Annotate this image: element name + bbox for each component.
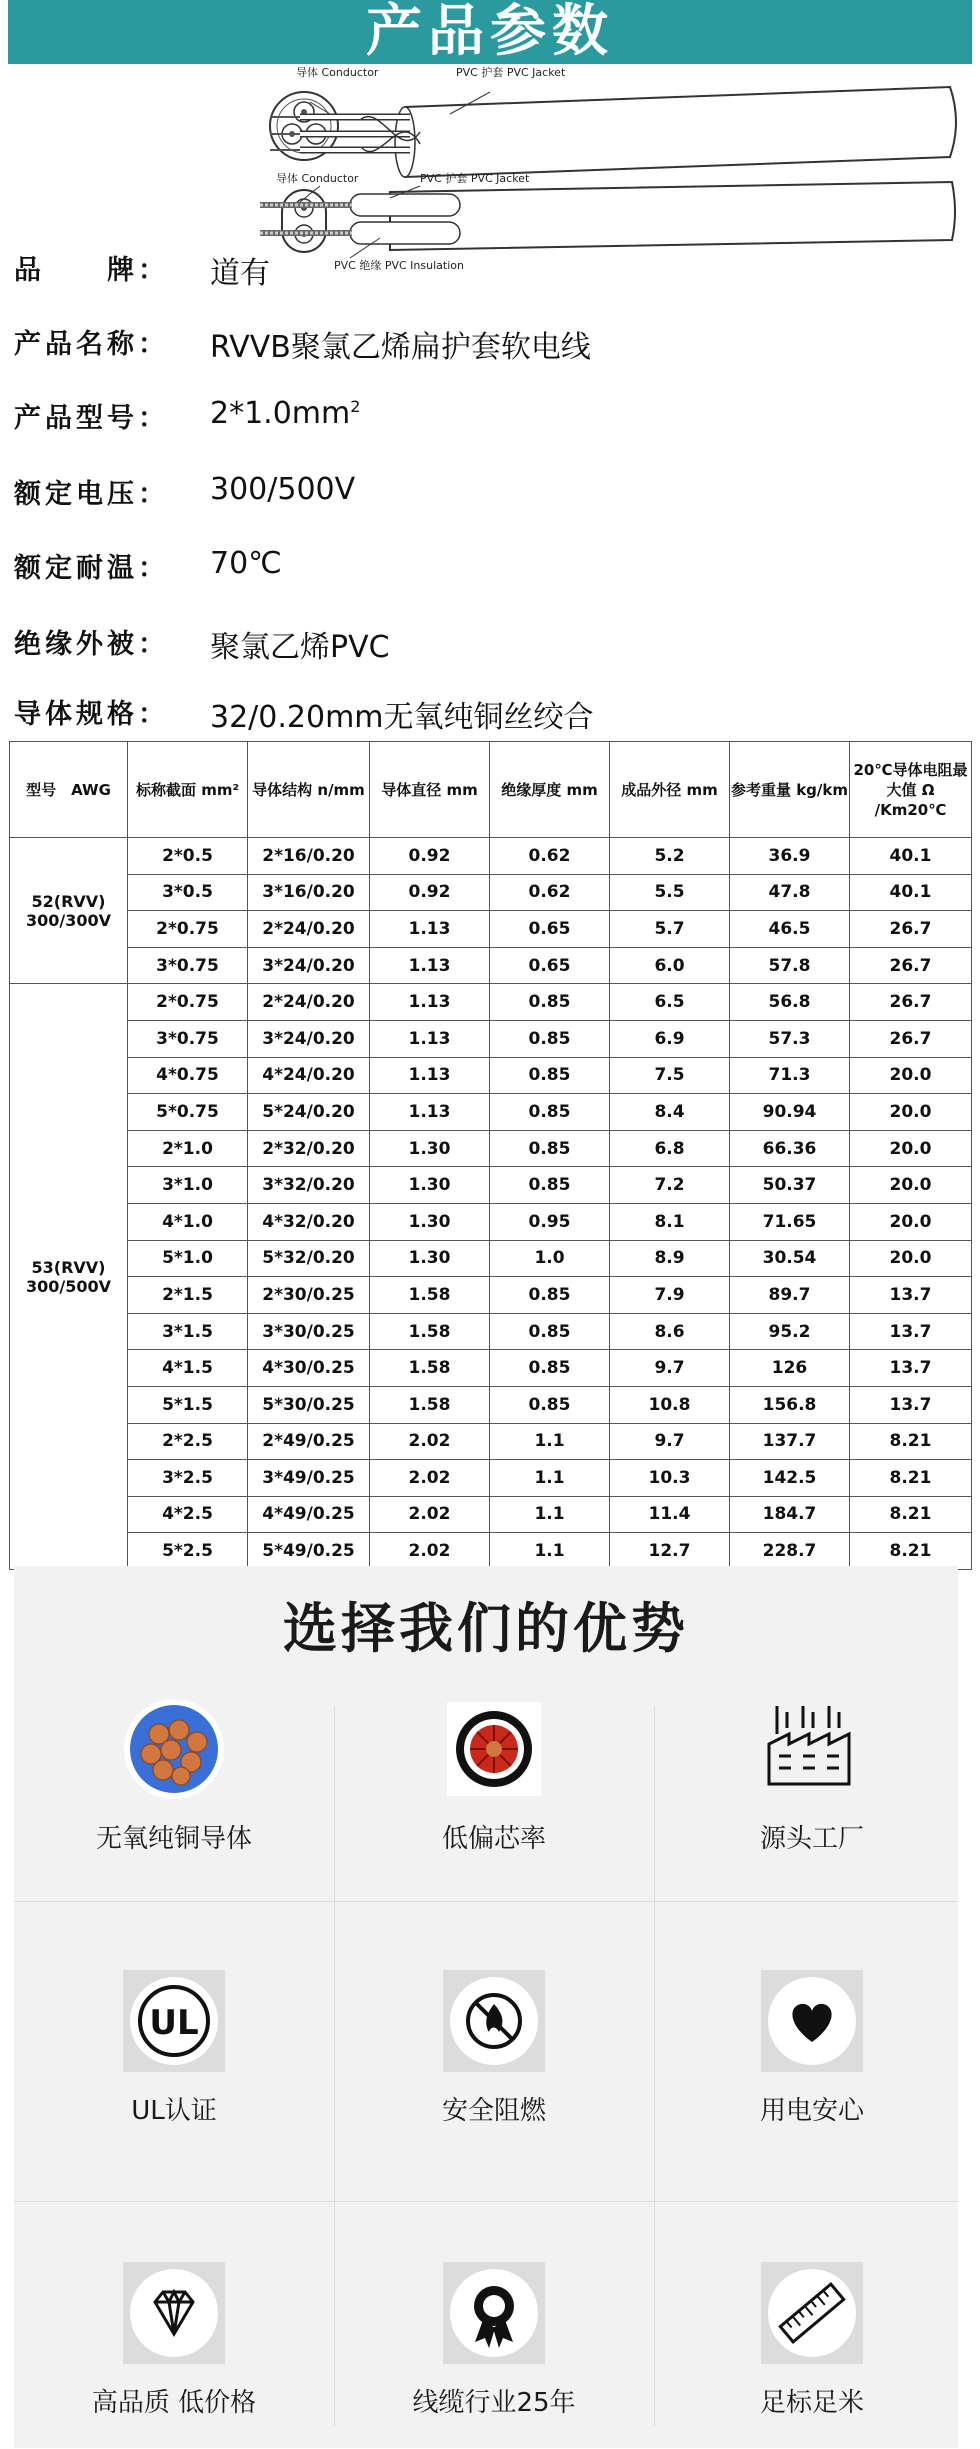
table-cell: 5*32/0.20 [248,1240,370,1277]
table-cell: 2*0.75 [128,984,248,1021]
table-cell: 4*24/0.20 [248,1057,370,1094]
table-row [10,1533,972,1570]
feature-low-eccentricity [344,1694,644,1855]
spec-brand [14,242,964,291]
feature-25-years [344,2258,644,2419]
table-cell: 7.9 [610,1277,730,1314]
table-cell: 0.85 [490,1350,610,1387]
feature-label: 安全阻燃 [441,2096,546,2126]
no-fire-icon [439,1966,549,2076]
table-cell: 20.0 [850,1130,972,1167]
table-cell: 4*0.75 [128,1057,248,1094]
feature-copper [24,1694,324,1855]
table-cell: 4*30/0.25 [248,1350,370,1387]
table-cell: 2.02 [370,1533,490,1570]
spec-value: 道有 [210,256,270,291]
table-cell: 5*1.5 [128,1386,248,1423]
divider [14,2201,958,2202]
table-cell: 1.58 [370,1313,490,1350]
table-cell: 7.5 [610,1057,730,1094]
feature-flame-retardant [344,1966,644,2127]
table-cell: 2.02 [370,1496,490,1533]
table-cell: 5*1.0 [128,1240,248,1277]
table-cell: 13.7 [850,1313,972,1350]
table-row [10,1020,972,1057]
table-cell: 26.7 [850,911,972,948]
header-cell: 20℃导体电阻最大值 Ω /Km20℃ [850,742,972,838]
spec-product-name [14,316,964,365]
table-row [10,1240,972,1277]
table-cell: 0.85 [490,984,610,1021]
table-cell: 90.94 [730,1094,850,1131]
table-cell: 13.7 [850,1386,972,1423]
table-cell: 1.1 [490,1496,610,1533]
factory-icon [757,1694,867,1804]
table-cell: 8.6 [610,1313,730,1350]
ruler-icon [757,2258,867,2368]
table-cell: 40.1 [850,838,972,875]
page-title: 产品参数 [366,0,614,64]
table-cell: 26.7 [850,1020,972,1057]
table-cell: 2.02 [370,1460,490,1497]
table-cell: 2*16/0.20 [248,838,370,875]
table-cell: 1.13 [370,1020,490,1057]
table-row [10,874,972,911]
spec-value: 聚氯乙烯PVC [210,630,390,665]
spec-voltage [14,466,964,510]
spec-insulation [14,616,964,665]
table-cell: 3*24/0.20 [248,1020,370,1057]
table-row [10,1057,972,1094]
table-cell: 7.2 [610,1167,730,1204]
table-cell: 0.85 [490,1057,610,1094]
table-cell: 1.1 [490,1533,610,1570]
feature-label: 源头工厂 [759,1824,864,1854]
table-cell: 8.21 [850,1423,972,1460]
table-cell: 26.7 [850,947,972,984]
table-cell: 3*30/0.25 [248,1313,370,1350]
table-cell: 0.85 [490,1277,610,1314]
table-cell: 4*32/0.20 [248,1203,370,1240]
table-cell: 2*32/0.20 [248,1130,370,1167]
table-cell: 1.30 [370,1167,490,1204]
table-cell: 20.0 [850,1203,972,1240]
table-cell: 1.13 [370,1057,490,1094]
spec-model [14,390,964,434]
table-cell: 1.13 [370,947,490,984]
table-cell: 1.30 [370,1240,490,1277]
group-cell: 52(RVV) 300/300V [10,838,128,984]
table-cell: 89.7 [730,1277,850,1314]
table-row [10,947,972,984]
feature-safe [662,1966,962,2127]
feature-label: UL认证 [131,2096,217,2126]
table-cell: 3*49/0.25 [248,1460,370,1497]
table-cell: 56.8 [730,984,850,1021]
table-cell: 50.37 [730,1167,850,1204]
table-cell: 0.65 [490,911,610,948]
spec-label: 导体规格： [14,699,169,730]
table-cell: 12.7 [610,1533,730,1570]
table-cell: 5*0.75 [128,1094,248,1131]
spec-temperature [14,540,964,584]
table-cell: 1.58 [370,1386,490,1423]
table-cell: 5*30/0.25 [248,1386,370,1423]
table-cell: 13.7 [850,1277,972,1314]
table-cell: 8.21 [850,1460,972,1497]
table-row [10,1313,972,1350]
table-cell: 8.21 [850,1533,972,1570]
table-cell: 20.0 [850,1057,972,1094]
diamond-icon [119,2258,229,2368]
table-cell: 10.8 [610,1386,730,1423]
ul-certification-icon [119,1966,229,2076]
round-cable-side-view [270,65,956,177]
table-cell: 95.2 [730,1313,850,1350]
table-cell: 8.9 [610,1240,730,1277]
spec-label: 额定耐温： [14,553,169,584]
feature-factory [662,1694,962,1855]
table-cell: 184.7 [730,1496,850,1533]
feature-label: 高品质 低价格 [91,2388,257,2418]
caption-conductor-top: 导体 Conductor [296,66,379,79]
table-cell: 142.5 [730,1460,850,1497]
feature-label: 线缆行业25年 [412,2388,576,2418]
table-cell: 20.0 [850,1094,972,1131]
spec-value-text: 2*1.0mm [210,396,351,431]
table-row [10,838,972,875]
table-cell: 2*24/0.20 [248,984,370,1021]
table-cell: 3*24/0.20 [248,947,370,984]
table-cell: 71.3 [730,1057,850,1094]
table-cell: 71.65 [730,1203,850,1240]
award-ribbon-icon [439,2258,549,2368]
table-row [10,1350,972,1387]
table-cell: 9.7 [610,1350,730,1387]
table-cell: 0.85 [490,1130,610,1167]
table-cell: 8.21 [850,1496,972,1533]
table-cell: 1.30 [370,1130,490,1167]
table-cell: 6.9 [610,1020,730,1057]
table-cell: 3*2.5 [128,1460,248,1497]
spec-value: 70℃ [210,546,282,581]
feature-label: 用电安心 [759,2096,864,2126]
table-cell: 9.7 [610,1423,730,1460]
feature-label: 无氧纯铜导体 [95,1824,252,1854]
table-cell: 0.92 [370,838,490,875]
table-cell: 0.85 [490,1167,610,1204]
spec-value: 300/500V [210,472,356,507]
table-cell: 1.1 [490,1423,610,1460]
feature-label: 低偏芯率 [441,1824,546,1854]
table-cell: 2*0.5 [128,838,248,875]
table-cell: 0.85 [490,1094,610,1131]
header-cell: 成品外径 mm [610,742,730,838]
caption-conductor-bottom: 导体 Conductor [276,172,359,185]
table-cell: 126 [730,1350,850,1387]
spec-label: 绝缘外被： [14,629,169,660]
header-cell: 导体直径 mm [370,742,490,838]
feature-ul [24,1966,324,2127]
table-cell: 6.5 [610,984,730,1021]
table-cell: 1.13 [370,984,490,1021]
table-cell: 1.1 [490,1460,610,1497]
header-cell: 绝缘厚度 mm [490,742,610,838]
table-cell: 5.7 [610,911,730,948]
header-cell: 标称截面 mm² [128,742,248,838]
table-cell: 2*30/0.25 [248,1277,370,1314]
table-cell: 11.4 [610,1496,730,1533]
table-cell: 3*1.5 [128,1313,248,1350]
table-row [10,1386,972,1423]
table-cell: 4*1.0 [128,1203,248,1240]
table-cell: 5*2.5 [128,1533,248,1570]
table-row [10,911,972,948]
table-cell: 57.3 [730,1020,850,1057]
table-cell: 2*24/0.20 [248,911,370,948]
feature-quality [24,2258,324,2419]
spec-label: 产品名称： [14,329,169,360]
divider [334,1706,335,2426]
table-cell: 137.7 [730,1423,850,1460]
table-cell: 1.58 [370,1277,490,1314]
table-cell: 0.85 [490,1313,610,1350]
feature-label: 足标足米 [759,2388,864,2418]
table-cell: 5.5 [610,874,730,911]
divider [654,1706,655,2426]
table-cell: 8.4 [610,1094,730,1131]
table-cell: 40.1 [850,874,972,911]
table-cell: 156.8 [730,1386,850,1423]
spec-value: RVVB聚氯乙烯扁护套软电线 [210,330,591,365]
table-cell: 2*1.5 [128,1277,248,1314]
caption-jacket-top: PVC 护套 PVC Jacket [456,66,566,79]
table-cell: 0.92 [370,874,490,911]
group-cell: 53(RVV) 300/500V [10,984,128,1570]
table-cell: 1.13 [370,1094,490,1131]
spec-value [210,396,360,431]
svg-text:UL: UL [149,2003,199,2043]
table-row [10,1423,972,1460]
table-cell: 36.9 [730,838,850,875]
table-cell: 6.8 [610,1130,730,1167]
table-cell: 0.62 [490,838,610,875]
table-cell: 3*16/0.20 [248,874,370,911]
table-cell: 0.85 [490,1386,610,1423]
table-row [10,1496,972,1533]
table-body [10,838,972,1570]
table-cell: 1.30 [370,1203,490,1240]
table-cell: 20.0 [850,1240,972,1277]
table-cell: 2*2.5 [128,1423,248,1460]
table-cell: 26.7 [850,984,972,1021]
table-cell: 57.8 [730,947,850,984]
heart-icon [757,1966,867,2076]
spec-label: 额定电压： [14,479,169,510]
spec-value-sup: 2 [350,397,361,416]
table-cell: 20.0 [850,1167,972,1204]
table-row [10,1277,972,1314]
table-cell: 4*1.5 [128,1350,248,1387]
table-cell: 0.85 [490,1020,610,1057]
table-cell: 4*2.5 [128,1496,248,1533]
table-cell: 66.36 [730,1130,850,1167]
spec-value: 32/0.20mm无氧纯铜丝绞合 [210,700,594,735]
table-cell: 3*1.0 [128,1167,248,1204]
table-row [10,1460,972,1497]
header-cell: 参考重量 kg/km [730,742,850,838]
spec-table [9,741,972,1570]
table-row [10,1203,972,1240]
table-cell: 2*1.0 [128,1130,248,1167]
table-cell: 10.3 [610,1460,730,1497]
table-cell: 6.0 [610,947,730,984]
table-cell: 0.62 [490,874,610,911]
table-cell: 5*49/0.25 [248,1533,370,1570]
table-cell: 1.0 [490,1240,610,1277]
table-cell: 2*49/0.25 [248,1423,370,1460]
copper-wire-icon [119,1694,229,1804]
table-row [10,1130,972,1167]
caption-jacket-bottom: PVC 护套 PVC Jacket [420,172,530,185]
spec-conductor [14,686,964,735]
table-cell: 0.65 [490,947,610,984]
table-cell: 3*0.5 [128,874,248,911]
spec-label: 品 牌： [14,255,169,286]
header-cell: 导体结构 n/mm [248,742,370,838]
advantages-section [14,1566,958,2448]
table-cell: 3*0.75 [128,947,248,984]
table-cell: 0.95 [490,1203,610,1240]
table-row [10,1167,972,1204]
table-cell: 2.02 [370,1423,490,1460]
table-cell: 47.8 [730,874,850,911]
table-cell: 228.7 [730,1533,850,1570]
table-row [10,984,972,1021]
header-banner [8,0,972,64]
header-cell: 型号 AWG [10,742,128,838]
table-cell: 8.1 [610,1203,730,1240]
table-cell: 5*24/0.20 [248,1094,370,1131]
table-row [10,1094,972,1131]
table-cell: 3*32/0.20 [248,1167,370,1204]
feature-full-length [662,2258,962,2419]
cable-cross-section-icon [439,1694,549,1804]
table-cell: 1.13 [370,911,490,948]
spec-label: 产品型号： [14,403,169,434]
divider [14,1901,958,1902]
table-cell: 1.58 [370,1350,490,1387]
table-cell: 2*0.75 [128,911,248,948]
advantages-title: 选择我们的优势 [283,1597,689,1660]
table-cell: 30.54 [730,1240,850,1277]
table-cell: 3*0.75 [128,1020,248,1057]
table-cell: 5.2 [610,838,730,875]
table-cell: 4*49/0.25 [248,1496,370,1533]
table-cell: 13.7 [850,1350,972,1387]
caption-insulation: PVC 绝缘 PVC Insulation [334,259,464,272]
table-cell: 46.5 [730,911,850,948]
